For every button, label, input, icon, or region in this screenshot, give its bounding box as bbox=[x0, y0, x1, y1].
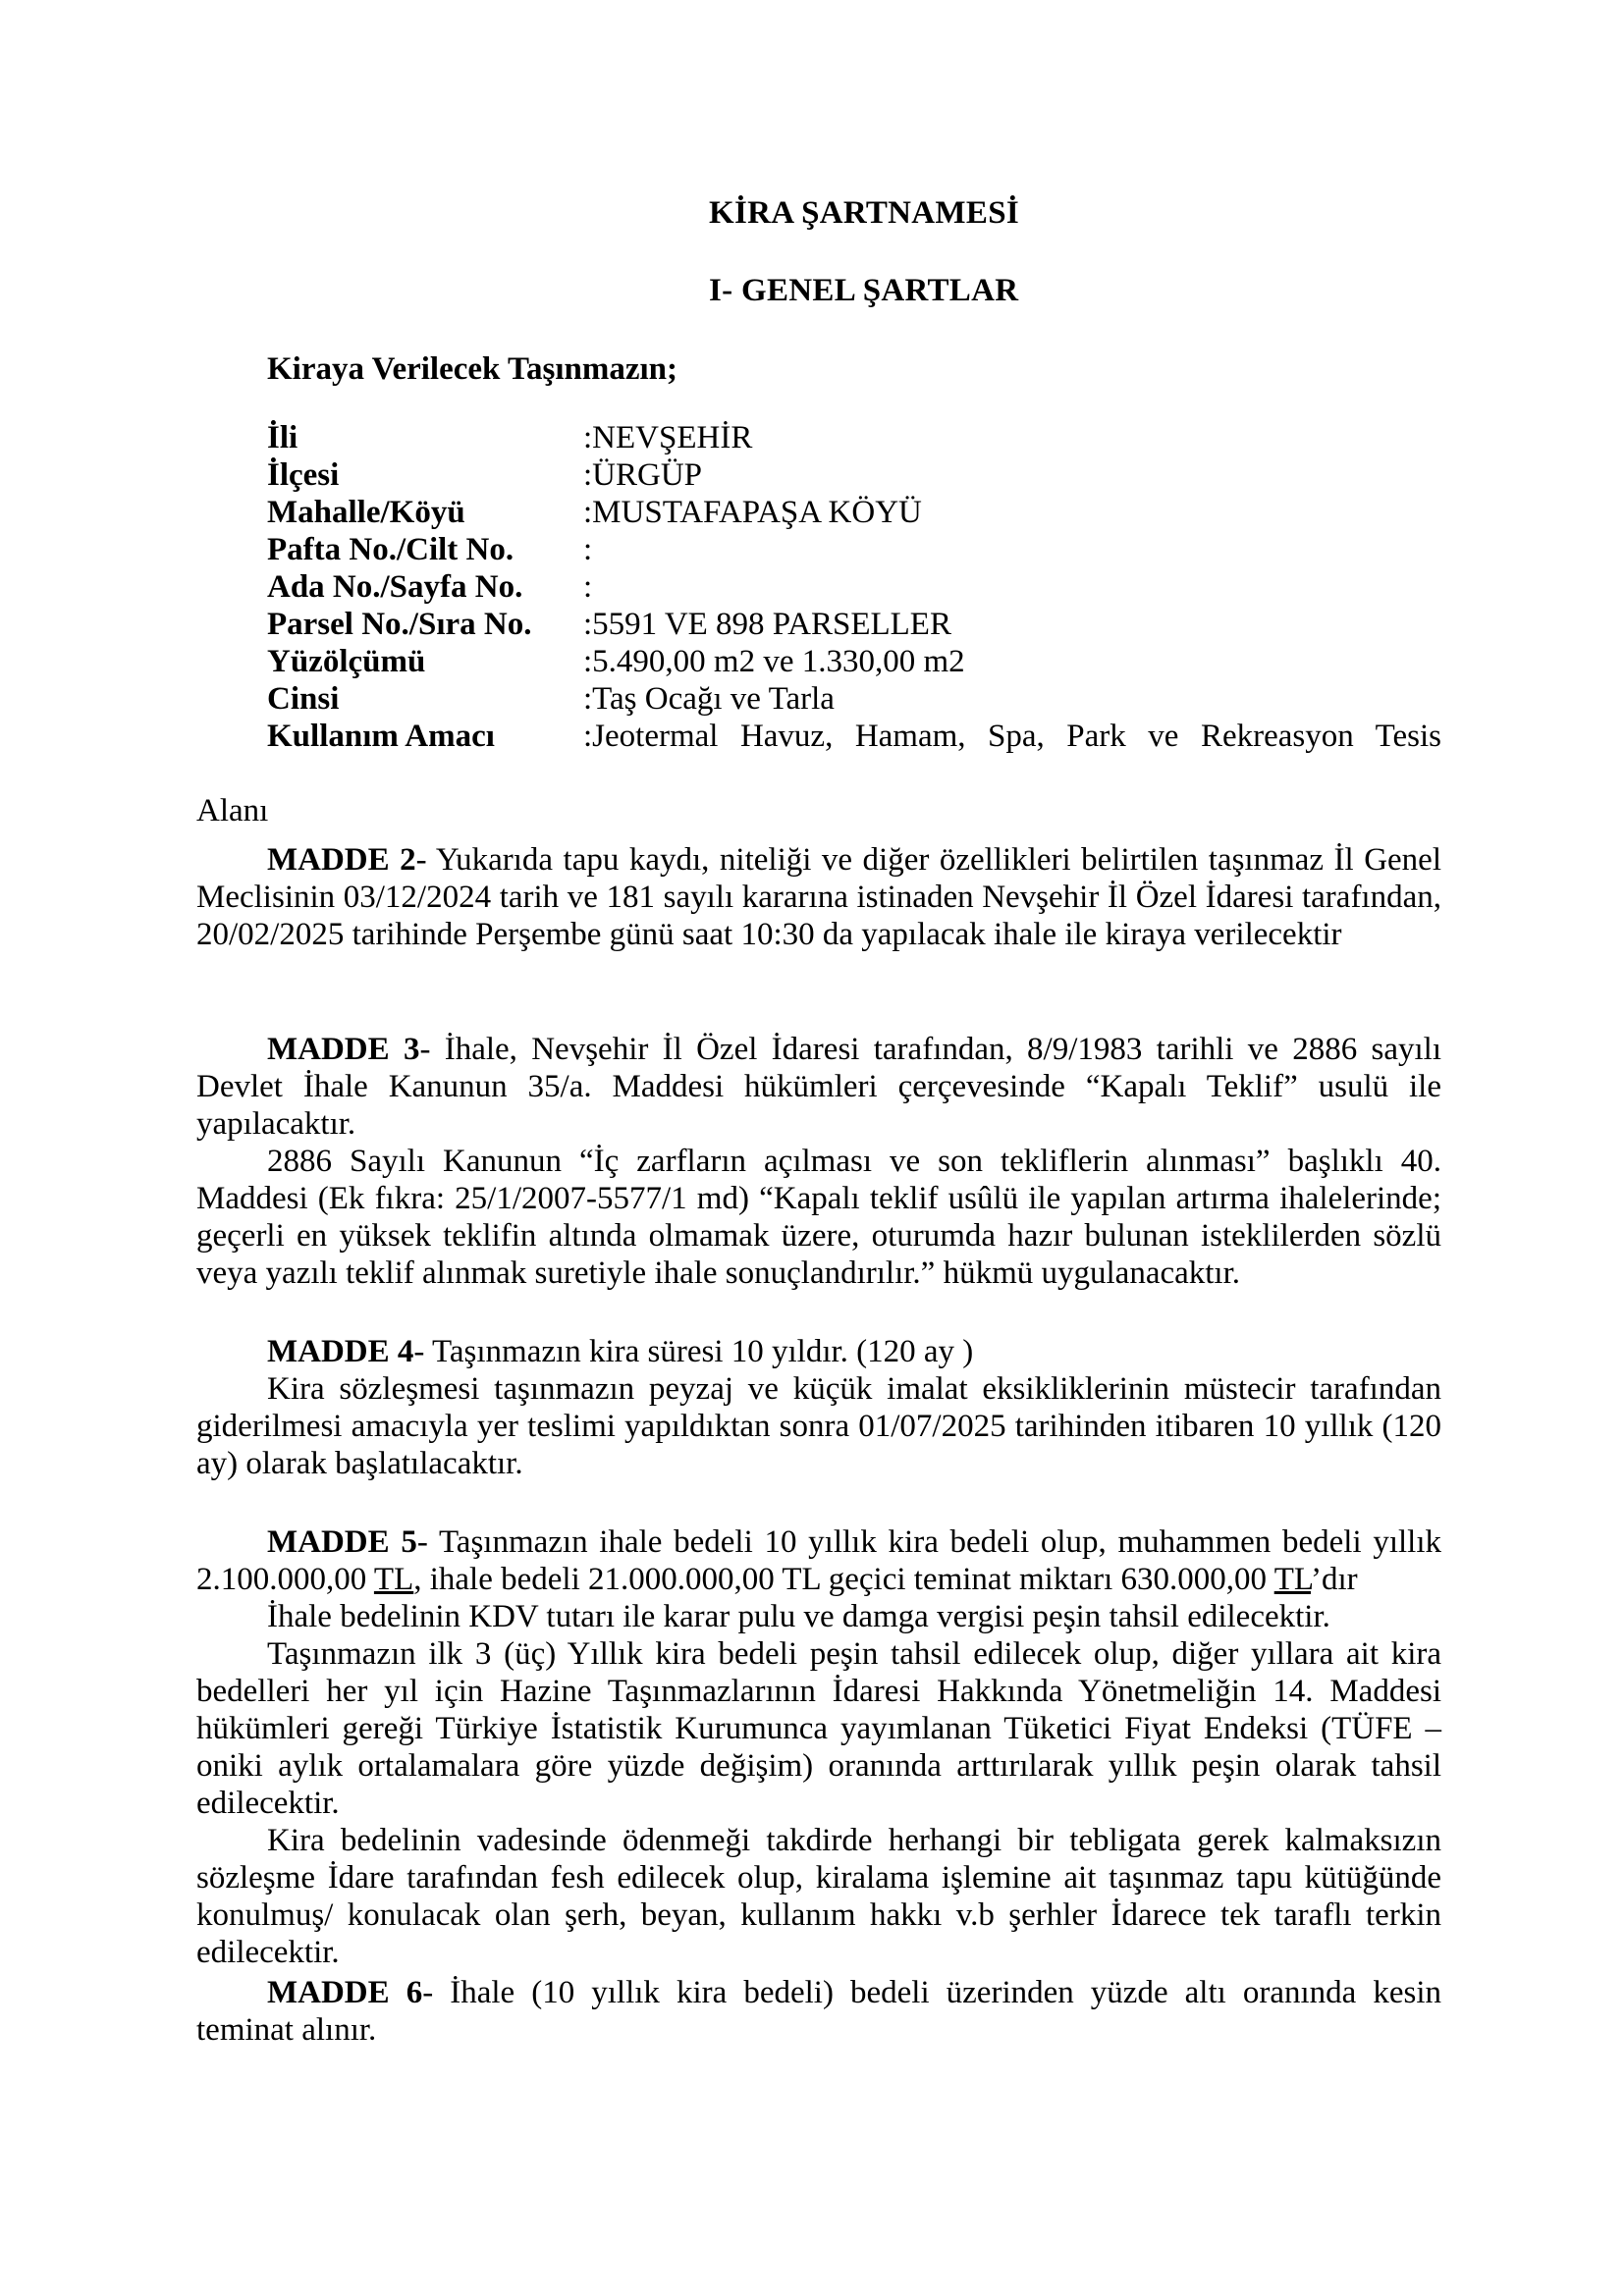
field-row-ada bbox=[267, 568, 1441, 606]
field-label: Ada No./Sayfa No. bbox=[267, 569, 523, 605]
currency-tl: TL bbox=[1273, 1562, 1311, 1597]
field-label: Parsel No./Sıra No. bbox=[267, 607, 532, 642]
field-row-ilce bbox=[267, 456, 1441, 494]
madde-6 bbox=[196, 1974, 1441, 2049]
field-label: Cinsi bbox=[267, 681, 340, 717]
madde-6-label: MADDE 6 bbox=[267, 1975, 423, 2010]
madde-3 bbox=[196, 1031, 1441, 1292]
field-row-parsel bbox=[267, 606, 1441, 643]
field-label: İlçesi bbox=[267, 457, 340, 493]
madde-5-text: - Taşınmazın ihale bedeli 10 yıllık kira bedeli olup, muhammen bedeli yıllık 2.100.000,00 bbox=[196, 1524, 1441, 1597]
madde-3-text: - İhale, Nevşehir İl Özel İdaresi tarafından, 8/9/1983 tarihli ve 2886 sayılı Devlet İhale Kanunun 35/a. Maddesi hükümleri çerçevesinde “Kapalı Teklif” usulü ile yapılacaktır. bbox=[196, 1032, 1441, 1142]
madde-5-label: MADDE 5 bbox=[267, 1524, 417, 1560]
section-heading: I- GENEL ŞARTLAR bbox=[709, 273, 1019, 308]
field-row-yuzolcumu bbox=[267, 643, 1441, 680]
madde-2-paragraph bbox=[196, 841, 1441, 953]
field-value: :Taş Ocağı ve Tarla bbox=[583, 681, 835, 717]
field-value: :NEVŞEHİR bbox=[583, 420, 753, 455]
field-label: Pafta No./Cilt No. bbox=[267, 532, 514, 567]
currency-tl: TL bbox=[373, 1562, 414, 1597]
madde-2-label: MADDE 2 bbox=[267, 842, 416, 878]
madde-4-paragraph-2: Kira sözleşmesi taşınmazın peyzaj ve küçük imalat eksikliklerinin müstecir tarafından giderilmesi amacıyla yer teslimi yapıldıktan sonra 01/07/2025 tarihinden itibaren 10 yıllık (120 ay) olarak başlatılacaktır. bbox=[196, 1371, 1441, 1481]
madde-4-label: MADDE 4 bbox=[267, 1334, 414, 1369]
field-value: :Jeotermal Havuz, Hamam, Spa, Park ve Rekreasyon Tesis bbox=[583, 719, 1441, 754]
madde-2-text: - Yukarıda tapu kaydı, niteliği ve diğer özellikleri belirtilen taşınmaz İl Genel Meclisinin 03/12/2024 tarih ve 181 sayılı kararına istinaden Nevşehir İl Özel İdaresi tarafından, 20/02/2025 tarihinde Perşembe günü saat 10:30 da yapılacak ihale ile kiraya verilecektir bbox=[196, 842, 1441, 952]
field-row-il bbox=[267, 419, 1441, 456]
madde-6-paragraph bbox=[196, 1974, 1441, 2049]
madde-3-paragraph bbox=[196, 1031, 1441, 1143]
madde-4-paragraph bbox=[196, 1333, 1441, 1370]
field-label: Kullanım Amacı bbox=[267, 719, 495, 754]
madde-5-text: ’dır bbox=[1311, 1562, 1358, 1597]
field-row-cinsi bbox=[267, 680, 1441, 718]
field-row-kullanim bbox=[267, 718, 1441, 755]
madde-4-text: - Taşınmazın kira süresi 10 yıldır. (120 ay ) bbox=[413, 1334, 974, 1369]
madde-5-paragraph bbox=[196, 1523, 1441, 1598]
field-value: : bbox=[583, 532, 593, 567]
field-value: :5.490,00 m2 ve 1.330,00 m2 bbox=[583, 644, 965, 679]
madde-3-label: MADDE 3 bbox=[267, 1032, 420, 1067]
madde-5-paragraph-4: Kira bedelinin vadesinde ödenmeği takdirde herhangi bir tebligata gerek kalmaksızın sözleşme İdare tarafından fesh edilecek olup, kiralama işlemine ait taşınmaz tapu kütüğünde konulmuş/ konulacak olan şerh, beyan, kullanım hakkı v.b şerhler İdarece tek taraflı terkin edilecektir. bbox=[196, 1823, 1441, 1970]
madde-5 bbox=[196, 1523, 1441, 1971]
madde-5-paragraph-2: İhale bedelinin KDV tutarı ile karar pulu ve damga vergisi peşin tahsil edilecektir. bbox=[267, 1599, 1330, 1634]
document-title: KİRA ŞARTNAMESİ bbox=[709, 195, 1019, 231]
field-continuation: Alanı bbox=[196, 793, 269, 828]
field-value: :5591 VE 898 PARSELLER bbox=[583, 607, 951, 642]
madde-5-text: , ihale bedeli 21.000.000,00 TL geçici teminat miktarı 630.000,00 bbox=[413, 1562, 1274, 1597]
field-row-pafta bbox=[267, 531, 1441, 568]
field-value: :ÜRGÜP bbox=[583, 457, 703, 493]
field-value: : bbox=[583, 569, 593, 605]
madde-3-paragraph-2: 2886 Sayılı Kanunun “İç zarfların açılması ve son tekliflerin alınması” başlıklı 40. Maddesi (Ek fıkra: 25/1/2007-5577/1 md) “Kapalı teklif usûlü ile yapılan artırma ihalelerinde; geçerli en yüksek teklifin altında olmamak üzere, oturumda hazır bulunan isteklilerden sözlü veya yazılı teklif alınmak suretiyle ihale sonuçlandırılır.” hükmü uygulanacaktır. bbox=[196, 1144, 1441, 1291]
madde-2 bbox=[196, 841, 1441, 953]
field-row-mahalle bbox=[267, 494, 1441, 531]
madde-4 bbox=[196, 1333, 1441, 1482]
property-intro: Kiraya Verilecek Taşınmazın; bbox=[267, 351, 678, 387]
field-label: Mahalle/Köyü bbox=[267, 495, 465, 530]
madde-6-text: - İhale (10 yıllık kira bedeli) bedeli üzerinden yüzde altı oranında kesin teminat alınır. bbox=[196, 1975, 1441, 2048]
field-label: İli bbox=[267, 420, 298, 455]
property-info-list bbox=[196, 419, 1441, 828]
field-value: :MUSTAFAPAŞA KÖYÜ bbox=[583, 495, 922, 530]
madde-5-paragraph-3: Taşınmazın ilk 3 (üç) Yıllık kira bedeli peşin tahsil edilecek olup, diğer yıllara ait kira bedelleri her yıl için Hazine Taşınmazlarının İdaresi Hakkında Yönetmeliğin 14. Maddesi hükümleri gereği Türkiye İstatistik Kurumunca yayımlanan Tüketici Fiyat Endeksi (TÜFE – oniki aylık ortalamalara göre yüzde değişim) oranında arttırılarak yıllık peşin olarak tahsil edilecektir. bbox=[196, 1636, 1441, 1821]
field-label: Yüzölçümü bbox=[267, 644, 426, 679]
